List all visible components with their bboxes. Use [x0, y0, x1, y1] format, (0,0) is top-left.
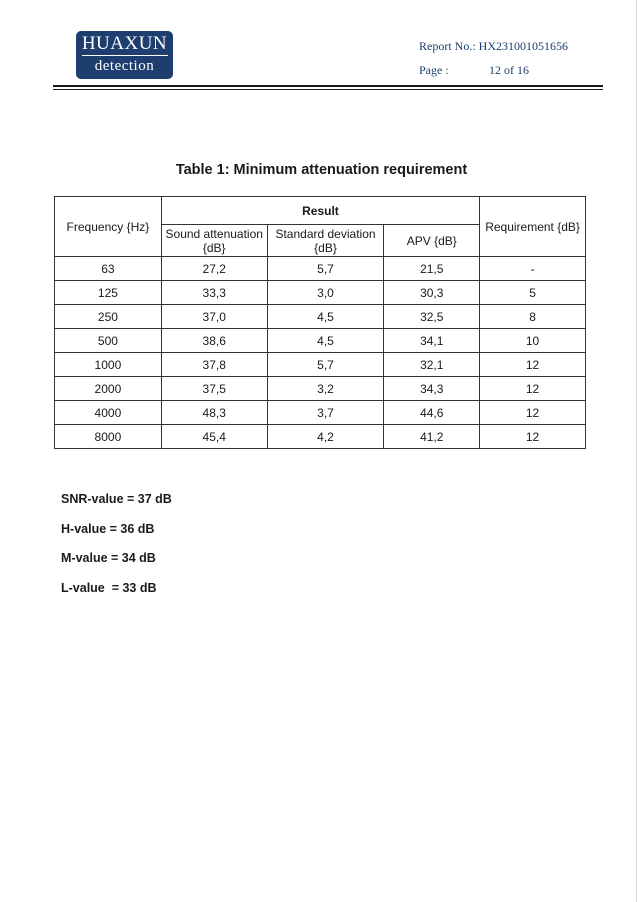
cell-sound-attenuation: 37,8 [161, 353, 267, 377]
table-row [55, 329, 586, 353]
page-label: Page : [419, 63, 449, 77]
report-label: Report No.: [419, 39, 476, 53]
table-row [55, 401, 586, 425]
cell-sound-attenuation: 37,0 [161, 305, 267, 329]
cell-requirement: 5 [480, 281, 586, 305]
report-number [419, 39, 568, 54]
cell-frequency: 1000 [55, 353, 162, 377]
cell-requirement: 10 [480, 329, 586, 353]
table-row [55, 281, 586, 305]
cell-sound-attenuation: 38,6 [161, 329, 267, 353]
attenuation-table [54, 196, 586, 449]
cell-frequency: 4000 [55, 401, 162, 425]
logo-tagline: detection [94, 58, 155, 74]
cell-requirement: 12 [480, 401, 586, 425]
cell-apv: 34,3 [384, 377, 480, 401]
cell-apv: 41,2 [384, 425, 480, 449]
cell-std-deviation: 3,0 [267, 281, 384, 305]
cell-apv: 32,1 [384, 353, 480, 377]
table-row [55, 257, 586, 281]
table-row [55, 353, 586, 377]
cell-frequency: 500 [55, 329, 162, 353]
cell-requirement: 12 [480, 377, 586, 401]
header-rule-thin [53, 89, 603, 90]
cell-sound-attenuation: 27,2 [161, 257, 267, 281]
table-row [55, 425, 586, 449]
snr-value: SNR-value = 37 dB [61, 492, 172, 506]
cell-std-deviation: 5,7 [267, 353, 384, 377]
m-value: M-value = 34 dB [61, 551, 156, 565]
cell-std-deviation: 5,7 [267, 257, 384, 281]
cell-sound-attenuation: 33,3 [161, 281, 267, 305]
h-value: H-value = 36 dB [61, 522, 155, 536]
page-number [419, 63, 529, 78]
cell-sound-attenuation: 45,4 [161, 425, 267, 449]
huaxun-logo [76, 31, 173, 79]
cell-std-deviation: 4,5 [267, 305, 384, 329]
header-apv: APV {dB} [384, 225, 480, 257]
l-value: L-value = 33 dB [61, 581, 157, 595]
cell-frequency: 2000 [55, 377, 162, 401]
header-frequency: Frequency {Hz} [55, 197, 162, 257]
logo-name: HUAXUN [81, 33, 168, 54]
cell-sound-attenuation: 37,5 [161, 377, 267, 401]
cell-requirement: 8 [480, 305, 586, 329]
cell-requirement: - [480, 257, 586, 281]
cell-apv: 21,5 [384, 257, 480, 281]
cell-apv: 34,1 [384, 329, 480, 353]
cell-std-deviation: 3,2 [267, 377, 384, 401]
cell-apv: 30,3 [384, 281, 480, 305]
cell-frequency: 125 [55, 281, 162, 305]
cell-std-deviation: 4,2 [267, 425, 384, 449]
cell-std-deviation: 4,5 [267, 329, 384, 353]
header-std-deviation: Standard deviation {dB} [267, 225, 384, 257]
header-result: Result [161, 197, 479, 225]
header-sound-attenuation: Sound attenuation {dB} [161, 225, 267, 257]
table-row [55, 305, 586, 329]
cell-apv: 32,5 [384, 305, 480, 329]
cell-frequency: 8000 [55, 425, 162, 449]
table-row [55, 377, 586, 401]
report-value: HX231001051656 [478, 39, 569, 53]
page-value: 12 of 16 [489, 63, 529, 77]
cell-frequency: 250 [55, 305, 162, 329]
cell-sound-attenuation: 48,3 [161, 401, 267, 425]
cell-apv: 44,6 [384, 401, 480, 425]
cell-frequency: 63 [55, 257, 162, 281]
header-rule-thick [53, 85, 603, 87]
cell-requirement: 12 [480, 353, 586, 377]
table-title: Table 1: Minimum attenuation requirement [175, 162, 468, 178]
cell-requirement: 12 [480, 425, 586, 449]
cell-std-deviation: 3,7 [267, 401, 384, 425]
header-requirement: Requirement {dB} [480, 197, 586, 257]
